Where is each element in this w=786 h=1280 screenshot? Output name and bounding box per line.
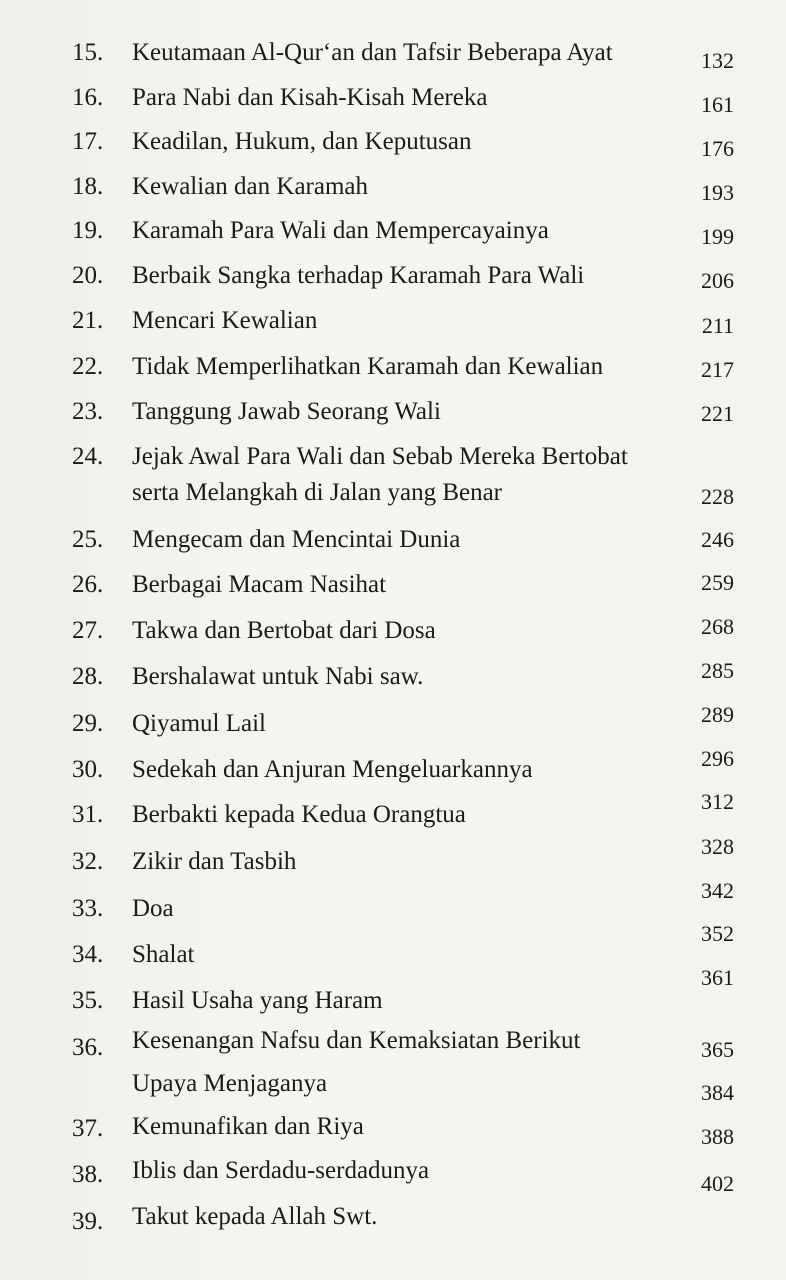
entry-title: Kemunafikan dan Riya	[132, 1113, 364, 1140]
entry-page: 176	[701, 136, 734, 161]
entry-number: 26.	[72, 571, 104, 598]
entry-title: Mengecam dan Mencintai Dunia	[132, 526, 461, 553]
entry-title: Para Nabi dan Kisah-Kisah Mereka	[132, 84, 488, 111]
entry-number: 17.	[72, 128, 104, 155]
entry-page: 285	[701, 658, 734, 683]
entry-title: Kesenangan Nafsu dan Kemaksiatan Berikut	[132, 1027, 581, 1054]
entry-title: Shalat	[132, 941, 195, 968]
entry-title: Tidak Memperlihatkan Karamah dan Kewalian	[132, 353, 604, 380]
entry-title-continued: serta Melangkah di Jalan yang Benar	[132, 479, 503, 506]
entry-number: 15.	[72, 39, 104, 66]
entry-page: 365	[701, 1037, 734, 1062]
entry-title: Doa	[132, 895, 174, 922]
entry-number: 19.	[72, 217, 104, 244]
entry-title: Keutamaan Al-Qur‘an dan Tafsir Beberapa Ayat	[132, 39, 613, 66]
entry-page: 312	[701, 789, 734, 814]
entry-page: 384	[701, 1080, 734, 1105]
entry-number: 18.	[72, 173, 104, 200]
entry-page: 217	[701, 357, 734, 382]
entry-page: 193	[701, 180, 734, 205]
entry-number: 29.	[72, 710, 104, 737]
entry-page: 268	[701, 614, 734, 639]
entry-title: Qiyamul Lail	[132, 710, 266, 737]
entry-title: Tanggung Jawab Seorang Wali	[132, 398, 441, 425]
entry-page: 289	[701, 702, 734, 727]
entry-page: 259	[701, 570, 734, 595]
entry-number: 34.	[72, 941, 104, 968]
entry-title: Keadilan, Hukum, dan Keputusan	[132, 128, 472, 155]
entry-title: Karamah Para Wali dan Mempercayainya	[132, 217, 549, 244]
entry-page: 228	[701, 484, 734, 509]
entry-number: 39.	[72, 1208, 104, 1235]
entry-title: Kewalian dan Karamah	[132, 173, 368, 200]
entry-number: 28.	[72, 663, 104, 690]
entry-page: 246	[701, 527, 734, 552]
entry-number: 33.	[72, 895, 104, 922]
entry-title-continued: Upaya Menjaganya	[132, 1070, 328, 1097]
entry-page: 352	[701, 921, 734, 946]
entry-number: 32.	[72, 848, 104, 875]
entry-number: 37.	[72, 1115, 104, 1142]
entry-page: 342	[701, 878, 734, 903]
entry-title: Jejak Awal Para Wali dan Sebab Mereka Bertobat	[132, 443, 628, 470]
entry-number: 21.	[72, 307, 104, 334]
entry-page: 328	[701, 834, 734, 859]
entry-title: Berbagai Macam Nasihat	[132, 571, 387, 598]
entry-number: 25.	[72, 526, 104, 553]
entry-page: 388	[701, 1124, 734, 1149]
entry-number: 36.	[72, 1034, 104, 1061]
entry-page: 132	[701, 48, 734, 73]
entry-number: 27.	[72, 617, 104, 644]
entry-number: 30.	[72, 756, 104, 783]
entry-title: Zikir dan Tasbih	[132, 848, 297, 875]
entry-number: 16.	[72, 84, 104, 111]
entry-title: Berbakti kepada Kedua Orangtua	[132, 801, 466, 828]
entry-page: 361	[701, 965, 734, 990]
entry-number: 24.	[72, 443, 104, 470]
entry-page: 199	[701, 224, 734, 249]
entry-page: 211	[701, 313, 734, 338]
entry-title: Mencari Kewalian	[132, 307, 318, 334]
entry-number: 20.	[72, 262, 104, 289]
entry-title: Bershalawat untuk Nabi saw.	[132, 663, 424, 690]
entry-page: 221	[701, 401, 734, 426]
entry-page: 296	[701, 746, 734, 771]
entry-number: 35.	[72, 987, 104, 1014]
entry-title: Iblis dan Serdadu-serdadunya	[132, 1157, 430, 1184]
entry-title: Takwa dan Bertobat dari Dosa	[132, 617, 436, 644]
entry-title: Hasil Usaha yang Haram	[132, 987, 383, 1014]
entry-title: Sedekah dan Anjuran Mengeluarkannya	[132, 756, 533, 783]
entry-page: 161	[701, 92, 734, 117]
entry-title: Takut kepada Allah Swt.	[132, 1203, 378, 1230]
entry-page: 402	[701, 1171, 734, 1196]
entry-title: Berbaik Sangka terhadap Karamah Para Wali	[132, 262, 585, 289]
entry-page: 206	[701, 268, 734, 293]
entry-number: 31.	[72, 801, 104, 828]
entry-number: 22.	[72, 353, 104, 380]
entry-number: 23.	[72, 398, 104, 425]
entry-number: 38.	[72, 1161, 104, 1188]
